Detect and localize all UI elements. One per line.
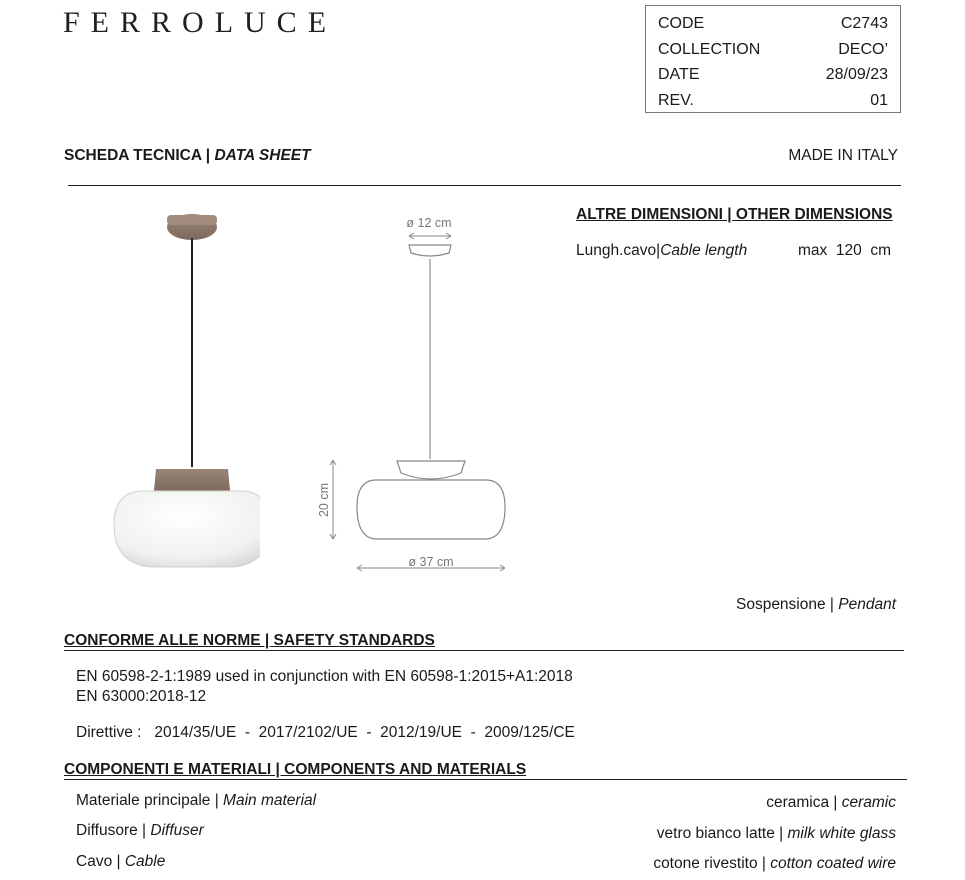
brand-logo: FERROLUCE <box>63 6 338 39</box>
drawing-canopy <box>409 245 451 256</box>
info-label: CODE <box>658 15 705 32</box>
drawing-diffuser <box>357 480 505 539</box>
separator: | <box>656 242 661 259</box>
value-en: ceramic <box>841 794 896 811</box>
sheet-title <box>64 147 311 165</box>
cable-length-row <box>576 242 896 260</box>
directives: Direttive : 2014/35/UE - 2017/2102/UE - 2012/19/UE - 2009/125/CE <box>76 724 575 741</box>
info-label: COLLECTION <box>658 40 761 58</box>
label-en: Cable <box>124 853 166 870</box>
standards-divider <box>64 650 904 651</box>
label-en: Diffuser <box>150 822 204 839</box>
info-value: DECO’ <box>838 40 888 58</box>
materials-title: COMPONENTI E MATERIALI | COMPONENTS AND MATERIALS <box>64 761 527 778</box>
info-row-date <box>658 62 888 88</box>
materials-divider <box>64 779 907 780</box>
dim-height: 20 cm <box>317 482 331 518</box>
info-value: C2743 <box>840 15 888 32</box>
header-divider <box>68 185 901 186</box>
cable-label-en: Cable length <box>660 242 748 259</box>
technical-drawing <box>305 205 525 580</box>
sheet-title-it: SCHEDA TECNICA <box>64 147 202 164</box>
info-label: DATE <box>658 66 700 83</box>
info-row-code <box>658 11 888 37</box>
separator: | <box>757 855 771 872</box>
info-row-collection <box>658 37 888 63</box>
product-photo <box>100 205 260 580</box>
material-label-main <box>76 792 316 810</box>
standard-line-2: EN 63000:2018-12 <box>76 688 207 705</box>
standard-line-1: EN 60598-2-1:1989 used in conjunction with EN 60598-1:2015+A1:2018 <box>76 668 573 685</box>
value-it: ceramica <box>766 794 830 811</box>
standards-title: CONFORME ALLE NORME | SAFETY STANDARDS <box>64 632 435 649</box>
type-en: Pendant <box>838 596 896 613</box>
sheet-title-en: DATA SHEET <box>214 147 311 164</box>
dim-top-diameter: ø 12 cm <box>406 216 452 230</box>
separator: | <box>112 853 125 870</box>
label-it: Diffusore <box>76 822 138 839</box>
separator: | <box>137 822 151 839</box>
material-value-cable <box>653 855 896 873</box>
dim-diameter: ø 37 cm <box>408 555 454 569</box>
separator: | <box>825 596 839 613</box>
info-label: REV. <box>658 91 694 109</box>
separator: | <box>201 147 215 164</box>
type-it: Sospensione <box>735 596 826 613</box>
separator: | <box>829 794 842 811</box>
made-in-italy: MADE IN ITALY <box>788 147 898 164</box>
cable-label-it: Lungh.cavo <box>576 242 657 259</box>
drawing-cap <box>397 461 465 479</box>
cable-length-value: max 120 cm <box>798 242 892 259</box>
product-type <box>736 596 896 614</box>
info-row-rev <box>658 88 888 114</box>
glass-diffuser <box>114 491 260 567</box>
material-label-diffuser <box>76 822 204 840</box>
value-en: milk white glass <box>787 825 896 842</box>
other-dimensions-title: ALTRE DIMENSIONI | OTHER DIMENSIONS <box>576 206 893 223</box>
label-it: Materiale principale <box>76 792 211 809</box>
separator: | <box>774 825 788 842</box>
info-value: 28/09/23 <box>825 66 888 83</box>
canopy-top <box>167 215 217 225</box>
material-value-main <box>766 794 896 812</box>
material-value-diffuser <box>657 825 896 843</box>
value-it: vetro bianco latte <box>656 825 775 842</box>
value-en: cotton coated wire <box>770 855 896 872</box>
separator: | <box>210 792 224 809</box>
info-value: 01 <box>870 91 888 109</box>
ceramic-cap <box>154 469 230 491</box>
label-en: Main material <box>223 792 317 809</box>
label-it: Cavo <box>76 853 113 870</box>
info-box <box>645 5 901 113</box>
value-it: cotone rivestito <box>653 855 758 872</box>
material-label-cable <box>76 853 165 871</box>
